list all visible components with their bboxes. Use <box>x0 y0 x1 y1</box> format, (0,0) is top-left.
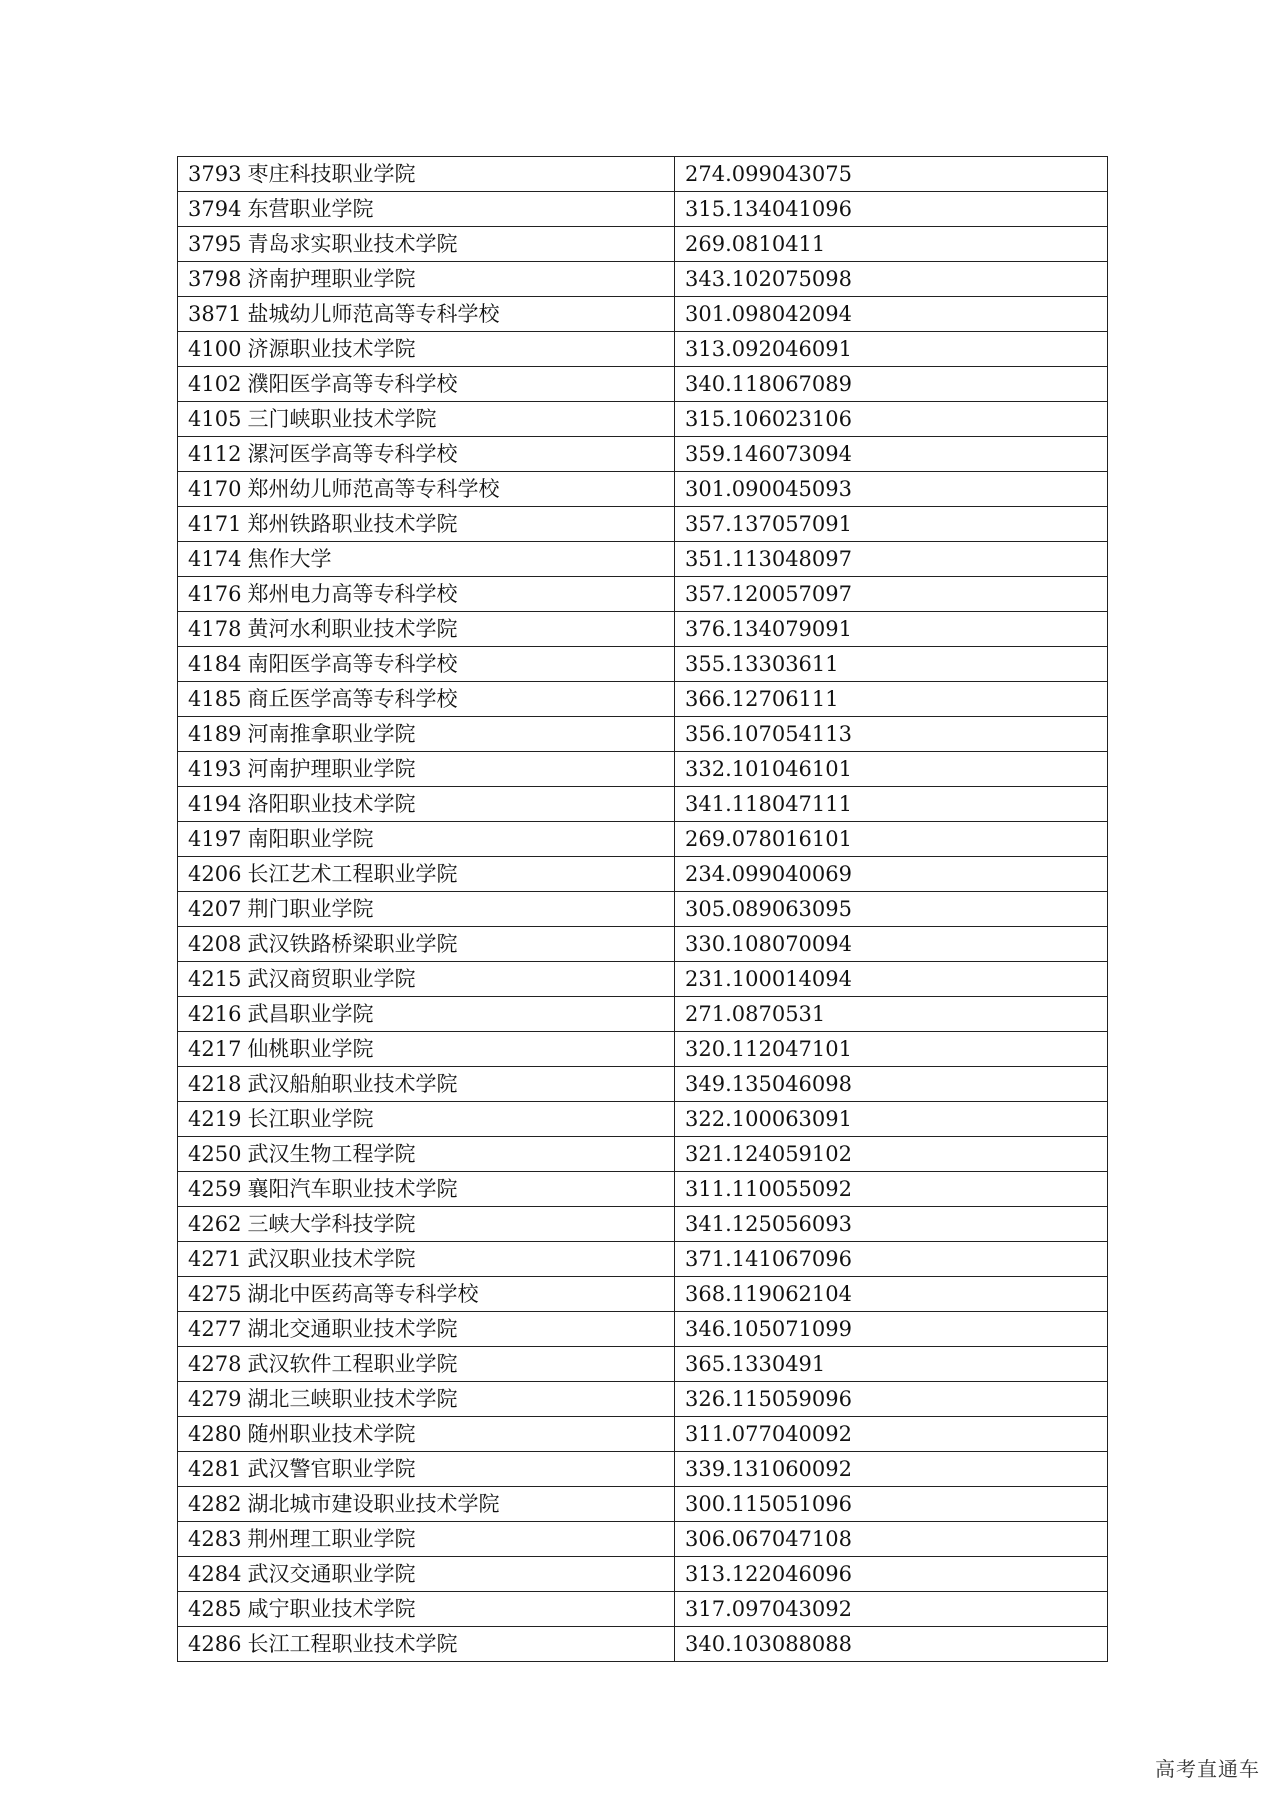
admission-score-table <box>177 156 1108 1662</box>
school-code: 4277 <box>188 1317 242 1341</box>
school-name: 黄河水利职业技术学院 <box>247 617 458 641</box>
table-row <box>178 997 1108 1032</box>
school-cell <box>178 1172 675 1207</box>
school-cell <box>178 262 675 297</box>
school-cell <box>178 1382 675 1417</box>
school-code: 4100 <box>188 337 242 361</box>
school-cell <box>178 962 675 997</box>
school-name: 焦作大学 <box>247 547 332 571</box>
table-row <box>178 857 1108 892</box>
school-code: 4218 <box>188 1072 242 1096</box>
table-row <box>178 682 1108 717</box>
school-cell <box>178 1487 675 1522</box>
school-code: 4208 <box>188 932 242 956</box>
school-name: 东营职业学院 <box>247 197 374 221</box>
score-cell: 355.13303611 <box>675 647 1108 682</box>
school-cell <box>178 997 675 1032</box>
school-cell <box>178 927 675 962</box>
school-name: 武汉软件工程职业学院 <box>247 1352 458 1376</box>
school-cell <box>178 1347 675 1382</box>
school-name: 南阳职业学院 <box>247 827 374 851</box>
school-cell <box>178 367 675 402</box>
table-row <box>178 787 1108 822</box>
score-cell: 274.099043075 <box>675 157 1108 192</box>
school-name: 长江艺术工程职业学院 <box>247 862 458 886</box>
school-code: 4281 <box>188 1457 242 1481</box>
table-row <box>178 402 1108 437</box>
school-name: 长江职业学院 <box>247 1107 374 1131</box>
school-code: 3871 <box>188 302 242 326</box>
school-cell <box>178 332 675 367</box>
score-cell: 357.120057097 <box>675 577 1108 612</box>
school-code: 4283 <box>188 1527 242 1551</box>
score-cell: 340.103088088 <box>675 1627 1108 1662</box>
score-cell: 300.115051096 <box>675 1487 1108 1522</box>
school-cell <box>178 1242 675 1277</box>
school-cell <box>178 787 675 822</box>
school-code: 4286 <box>188 1632 242 1656</box>
school-code: 4262 <box>188 1212 242 1236</box>
table-row <box>178 1102 1108 1137</box>
school-cell <box>178 1207 675 1242</box>
score-cell: 305.089063095 <box>675 892 1108 927</box>
school-cell <box>178 1452 675 1487</box>
school-name: 长江工程职业技术学院 <box>247 1632 458 1656</box>
school-name: 盐城幼儿师范高等专科学校 <box>247 302 500 326</box>
school-code: 4285 <box>188 1597 242 1621</box>
table-row <box>178 1557 1108 1592</box>
school-code: 4102 <box>188 372 242 396</box>
school-name: 郑州幼儿师范高等专科学校 <box>247 477 500 501</box>
school-cell <box>178 1627 675 1662</box>
school-code: 4178 <box>188 617 242 641</box>
table-row <box>178 962 1108 997</box>
score-cell: 317.097043092 <box>675 1592 1108 1627</box>
table-row <box>178 1382 1108 1417</box>
school-code: 4217 <box>188 1037 242 1061</box>
school-name: 湖北交通职业技术学院 <box>247 1317 458 1341</box>
table-row <box>178 542 1108 577</box>
score-cell: 356.107054113 <box>675 717 1108 752</box>
school-cell <box>178 402 675 437</box>
school-code: 4176 <box>188 582 242 606</box>
school-name: 武汉船舶职业技术学院 <box>247 1072 458 1096</box>
school-code: 4278 <box>188 1352 242 1376</box>
school-name: 随州职业技术学院 <box>247 1422 416 1446</box>
table-row <box>178 647 1108 682</box>
school-cell <box>178 752 675 787</box>
school-code: 4170 <box>188 477 242 501</box>
score-cell: 271.0870531 <box>675 997 1108 1032</box>
school-cell <box>178 1592 675 1627</box>
school-code: 4174 <box>188 547 242 571</box>
school-name: 武昌职业学院 <box>247 1002 374 1026</box>
school-code: 4185 <box>188 687 242 711</box>
score-cell: 341.118047111 <box>675 787 1108 822</box>
school-name: 枣庄科技职业学院 <box>247 162 416 186</box>
table-row <box>178 1172 1108 1207</box>
school-cell <box>178 227 675 262</box>
score-cell: 315.134041096 <box>675 192 1108 227</box>
school-name: 咸宁职业技术学院 <box>247 1597 416 1621</box>
school-name: 郑州电力高等专科学校 <box>247 582 458 606</box>
school-code: 4216 <box>188 1002 242 1026</box>
school-cell <box>178 612 675 647</box>
score-cell: 349.135046098 <box>675 1067 1108 1102</box>
school-code: 4284 <box>188 1562 242 1586</box>
table-row <box>178 1487 1108 1522</box>
school-name: 武汉商贸职业学院 <box>247 967 416 991</box>
school-code: 4279 <box>188 1387 242 1411</box>
table-row <box>178 1592 1108 1627</box>
score-cell: 330.108070094 <box>675 927 1108 962</box>
school-name: 湖北城市建设职业技术学院 <box>247 1492 500 1516</box>
school-cell <box>178 1067 675 1102</box>
school-name: 郑州铁路职业技术学院 <box>247 512 458 536</box>
school-cell <box>178 472 675 507</box>
school-code: 4207 <box>188 897 242 921</box>
school-code: 4219 <box>188 1107 242 1131</box>
school-code: 4206 <box>188 862 242 886</box>
school-cell <box>178 892 675 927</box>
score-cell: 343.102075098 <box>675 262 1108 297</box>
table-row <box>178 472 1108 507</box>
school-name: 洛阳职业技术学院 <box>247 792 416 816</box>
score-cell: 322.100063091 <box>675 1102 1108 1137</box>
table-row <box>178 332 1108 367</box>
school-code: 4250 <box>188 1142 242 1166</box>
table-row <box>178 822 1108 857</box>
table-row <box>178 1242 1108 1277</box>
school-name: 荆门职业学院 <box>247 897 374 921</box>
school-code: 4105 <box>188 407 242 431</box>
school-code: 4194 <box>188 792 242 816</box>
table-row <box>178 367 1108 402</box>
table-row <box>178 1347 1108 1382</box>
school-cell <box>178 507 675 542</box>
school-code: 3793 <box>188 162 242 186</box>
table-row <box>178 262 1108 297</box>
score-cell: 320.112047101 <box>675 1032 1108 1067</box>
school-name: 青岛求实职业技术学院 <box>247 232 458 256</box>
table-row <box>178 1417 1108 1452</box>
score-cell: 357.137057091 <box>675 507 1108 542</box>
school-cell <box>178 1137 675 1172</box>
table-row <box>178 1522 1108 1557</box>
table-row <box>178 1277 1108 1312</box>
table-row <box>178 1032 1108 1067</box>
score-cell: 234.099040069 <box>675 857 1108 892</box>
school-name: 济南护理职业学院 <box>247 267 416 291</box>
school-name: 武汉交通职业学院 <box>247 1562 416 1586</box>
school-name: 河南推拿职业学院 <box>247 722 416 746</box>
table-row <box>178 1627 1108 1662</box>
score-cell: 321.124059102 <box>675 1137 1108 1172</box>
watermark: 高考直通车 <box>1155 1757 1260 1781</box>
school-name: 河南护理职业学院 <box>247 757 416 781</box>
score-cell: 332.101046101 <box>675 752 1108 787</box>
school-code: 4189 <box>188 722 242 746</box>
table-row <box>178 927 1108 962</box>
table-row <box>178 1452 1108 1487</box>
score-cell: 359.146073094 <box>675 437 1108 472</box>
score-cell: 269.0810411 <box>675 227 1108 262</box>
school-cell <box>178 857 675 892</box>
school-name: 商丘医学高等专科学校 <box>247 687 458 711</box>
school-code: 4112 <box>188 442 242 466</box>
school-cell <box>178 1522 675 1557</box>
school-cell <box>178 822 675 857</box>
school-cell <box>178 1312 675 1347</box>
school-cell <box>178 1417 675 1452</box>
table-row <box>178 1207 1108 1242</box>
score-cell: 368.119062104 <box>675 1277 1108 1312</box>
score-cell: 301.090045093 <box>675 472 1108 507</box>
table-row <box>178 612 1108 647</box>
school-name: 武汉警官职业学院 <box>247 1457 416 1481</box>
school-name: 仙桃职业学院 <box>247 1037 374 1061</box>
school-code: 4275 <box>188 1282 242 1306</box>
school-name: 南阳医学高等专科学校 <box>247 652 458 676</box>
score-cell: 339.131060092 <box>675 1452 1108 1487</box>
school-name: 荆州理工职业学院 <box>247 1527 416 1551</box>
school-name: 武汉铁路桥梁职业学院 <box>247 932 458 956</box>
school-code: 4271 <box>188 1247 242 1271</box>
table-row <box>178 227 1108 262</box>
school-name: 三峡大学科技学院 <box>247 1212 416 1236</box>
score-cell: 376.134079091 <box>675 612 1108 647</box>
school-code: 3798 <box>188 267 242 291</box>
score-cell: 313.092046091 <box>675 332 1108 367</box>
table-row <box>178 577 1108 612</box>
table-row <box>178 437 1108 472</box>
school-code: 4184 <box>188 652 242 676</box>
table-row <box>178 297 1108 332</box>
score-cell: 311.077040092 <box>675 1417 1108 1452</box>
school-name: 湖北三峡职业技术学院 <box>247 1387 458 1411</box>
school-cell <box>178 1277 675 1312</box>
school-cell <box>178 1102 675 1137</box>
score-cell: 313.122046096 <box>675 1557 1108 1592</box>
score-cell: 326.115059096 <box>675 1382 1108 1417</box>
table-row <box>178 717 1108 752</box>
score-cell: 231.100014094 <box>675 962 1108 997</box>
score-cell: 340.118067089 <box>675 367 1108 402</box>
school-code: 3795 <box>188 232 242 256</box>
school-cell <box>178 682 675 717</box>
school-name: 武汉生物工程学院 <box>247 1142 416 1166</box>
school-cell <box>178 647 675 682</box>
table-row <box>178 1312 1108 1347</box>
school-cell <box>178 297 675 332</box>
school-cell <box>178 717 675 752</box>
school-code: 3794 <box>188 197 242 221</box>
table-row <box>178 507 1108 542</box>
table-row <box>178 752 1108 787</box>
table-row <box>178 157 1108 192</box>
school-code: 4193 <box>188 757 242 781</box>
school-code: 4280 <box>188 1422 242 1446</box>
score-cell: 365.1330491 <box>675 1347 1108 1382</box>
school-name: 湖北中医药高等专科学校 <box>247 1282 479 1306</box>
school-cell <box>178 542 675 577</box>
score-cell: 351.113048097 <box>675 542 1108 577</box>
school-name: 漯河医学高等专科学校 <box>247 442 458 466</box>
school-code: 4259 <box>188 1177 242 1201</box>
table-row <box>178 1137 1108 1172</box>
school-code: 4215 <box>188 967 242 991</box>
school-name: 武汉职业技术学院 <box>247 1247 416 1271</box>
score-cell: 315.106023106 <box>675 402 1108 437</box>
table-row <box>178 1067 1108 1102</box>
school-cell <box>178 577 675 612</box>
school-cell <box>178 1032 675 1067</box>
score-cell: 371.141067096 <box>675 1242 1108 1277</box>
score-cell: 346.105071099 <box>675 1312 1108 1347</box>
score-cell: 269.078016101 <box>675 822 1108 857</box>
school-cell <box>178 192 675 227</box>
school-name: 襄阳汽车职业技术学院 <box>247 1177 458 1201</box>
table-row <box>178 892 1108 927</box>
school-cell <box>178 1557 675 1592</box>
score-cell: 341.125056093 <box>675 1207 1108 1242</box>
school-code: 4197 <box>188 827 242 851</box>
school-cell <box>178 437 675 472</box>
school-name: 济源职业技术学院 <box>247 337 416 361</box>
score-table-body <box>178 157 1108 1662</box>
school-code: 4282 <box>188 1492 242 1516</box>
table-row <box>178 192 1108 227</box>
school-name: 三门峡职业技术学院 <box>247 407 437 431</box>
score-cell: 311.110055092 <box>675 1172 1108 1207</box>
school-cell <box>178 157 675 192</box>
school-code: 4171 <box>188 512 242 536</box>
school-name: 濮阳医学高等专科学校 <box>247 372 458 396</box>
score-cell: 366.12706111 <box>675 682 1108 717</box>
score-cell: 306.067047108 <box>675 1522 1108 1557</box>
score-cell: 301.098042094 <box>675 297 1108 332</box>
